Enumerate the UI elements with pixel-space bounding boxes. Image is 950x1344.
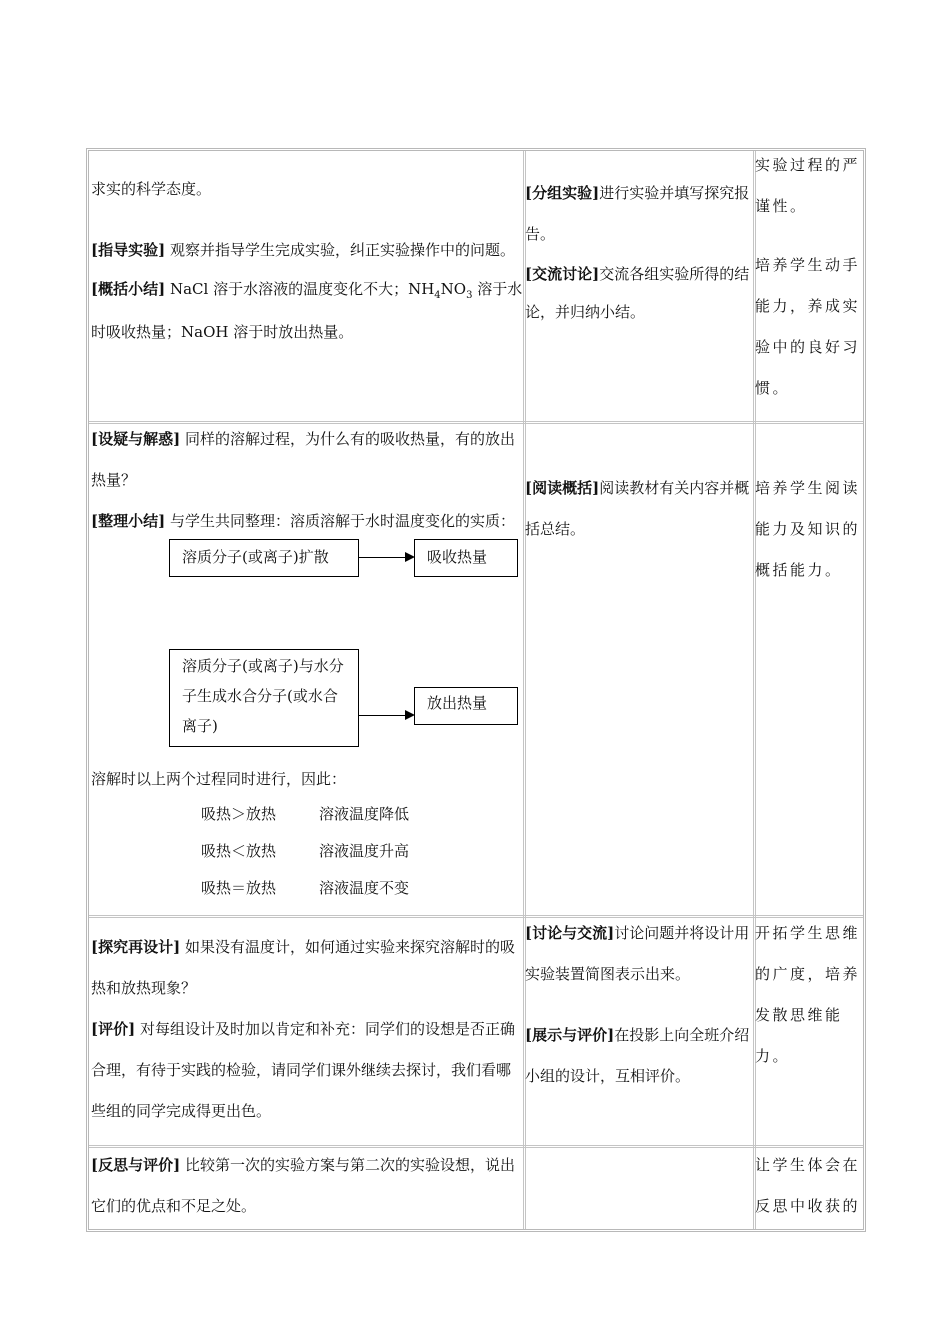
row2-intent-cell [755, 468, 865, 591]
flow-box-hydration: 溶质分子(或离子)与水分子生成水合分子(或水合离子) [169, 649, 359, 747]
rule-row: 吸热＜放热 溶液温度升高 [201, 842, 410, 860]
row2-student-cell [525, 468, 755, 550]
flow-box-diffusion: 溶质分子(或离子)扩散 [169, 539, 359, 577]
row1-intent-cell [755, 145, 865, 409]
paragraph: 求实的科学态度。 [91, 180, 212, 198]
paragraph-organize: [整理小结] 与学生共同整理：溶质溶解于水时温度变化的实质： [91, 512, 515, 530]
row2-teacher-cell [91, 419, 525, 913]
paragraph-evaluation: [评价] 对每组设计及时加以肯定和补充：同学们的设想是否正确合理，有待于实践的检验，请同学们课外继续去探讨，我们看哪些组的同学完成得更出色。 [91, 1020, 515, 1120]
row4-teacher-cell [91, 1145, 525, 1227]
row4-intent-cell [755, 1145, 865, 1227]
row1-student-cell [525, 173, 755, 331]
row3-intent-cell [755, 913, 865, 1077]
paragraph-guide-experiment: [指导实验] 观察并指导学生完成实验，纠正实验操作中的问题。 [91, 241, 515, 259]
paragraph: 让学生体会在反思中收获的 [755, 1156, 861, 1215]
row3-teacher-cell [91, 927, 525, 1132]
flow-box-absorb: 吸收热量 [414, 539, 518, 577]
paragraph-discuss-exchange: [讨论与交流]讨论问题并将设计用实验装置简图表示出来。 [525, 924, 750, 983]
paragraph: 开拓学生思维的广度，培养发散思维能力。 [755, 924, 861, 1065]
paragraph-redesign: [探究再设计] 如果没有温度计，如何通过实验来探究溶解时的吸热和放热现象？ [91, 938, 515, 997]
paragraph-summary: [概括小结] NaCl 溶于水溶液的温度变化不大；$NH_4NO_3$ 溶于水时吸收热量；NaOH 溶于时放出热量。 [91, 280, 523, 341]
paragraph-show-evaluate: [展示与评价]在投影上向全班介绍小组的设计，互相评价。 [525, 1026, 750, 1085]
paragraph: 培养学生动手能力，养成实验中的良好习惯。 [755, 256, 861, 397]
arrow-icon [359, 557, 413, 558]
paragraph: 实验过程的严谨性。 [755, 156, 861, 215]
paragraph-discussion: [交流讨论]交流各组实验所得的结论，并归纳小结。 [525, 265, 750, 321]
rule-row: 吸热＝放热 溶液温度不变 [201, 879, 410, 897]
paragraph: 培养学生阅读能力及知识的概括能力。 [755, 479, 861, 579]
paragraph-question: [设疑与解惑] 同样的溶解过程，为什么有的吸收热量，有的放出热量？ [91, 430, 515, 489]
paragraph-conclusion: 溶解时以上两个过程同时进行，因此： [91, 770, 347, 788]
rule-row: 吸热＞放热 溶液温度降低 [201, 805, 410, 823]
row1-teacher-cell [91, 169, 525, 350]
paragraph-reading: [阅读概括]阅读教材有关内容并概括总结。 [525, 479, 750, 538]
paragraph-group-experiment: [分组实验]进行实验并填写探究报告。 [525, 184, 750, 243]
paragraph-reflection: [反思与评价] 比较第一次的实验方案与第二次的实验设想，说出它们的优点和不足之处。 [91, 1156, 515, 1215]
lesson-plan-table [86, 148, 866, 1232]
flow-box-release: 放出热量 [414, 687, 518, 725]
arrow-icon [359, 715, 413, 716]
row3-student-cell [525, 913, 755, 1097]
